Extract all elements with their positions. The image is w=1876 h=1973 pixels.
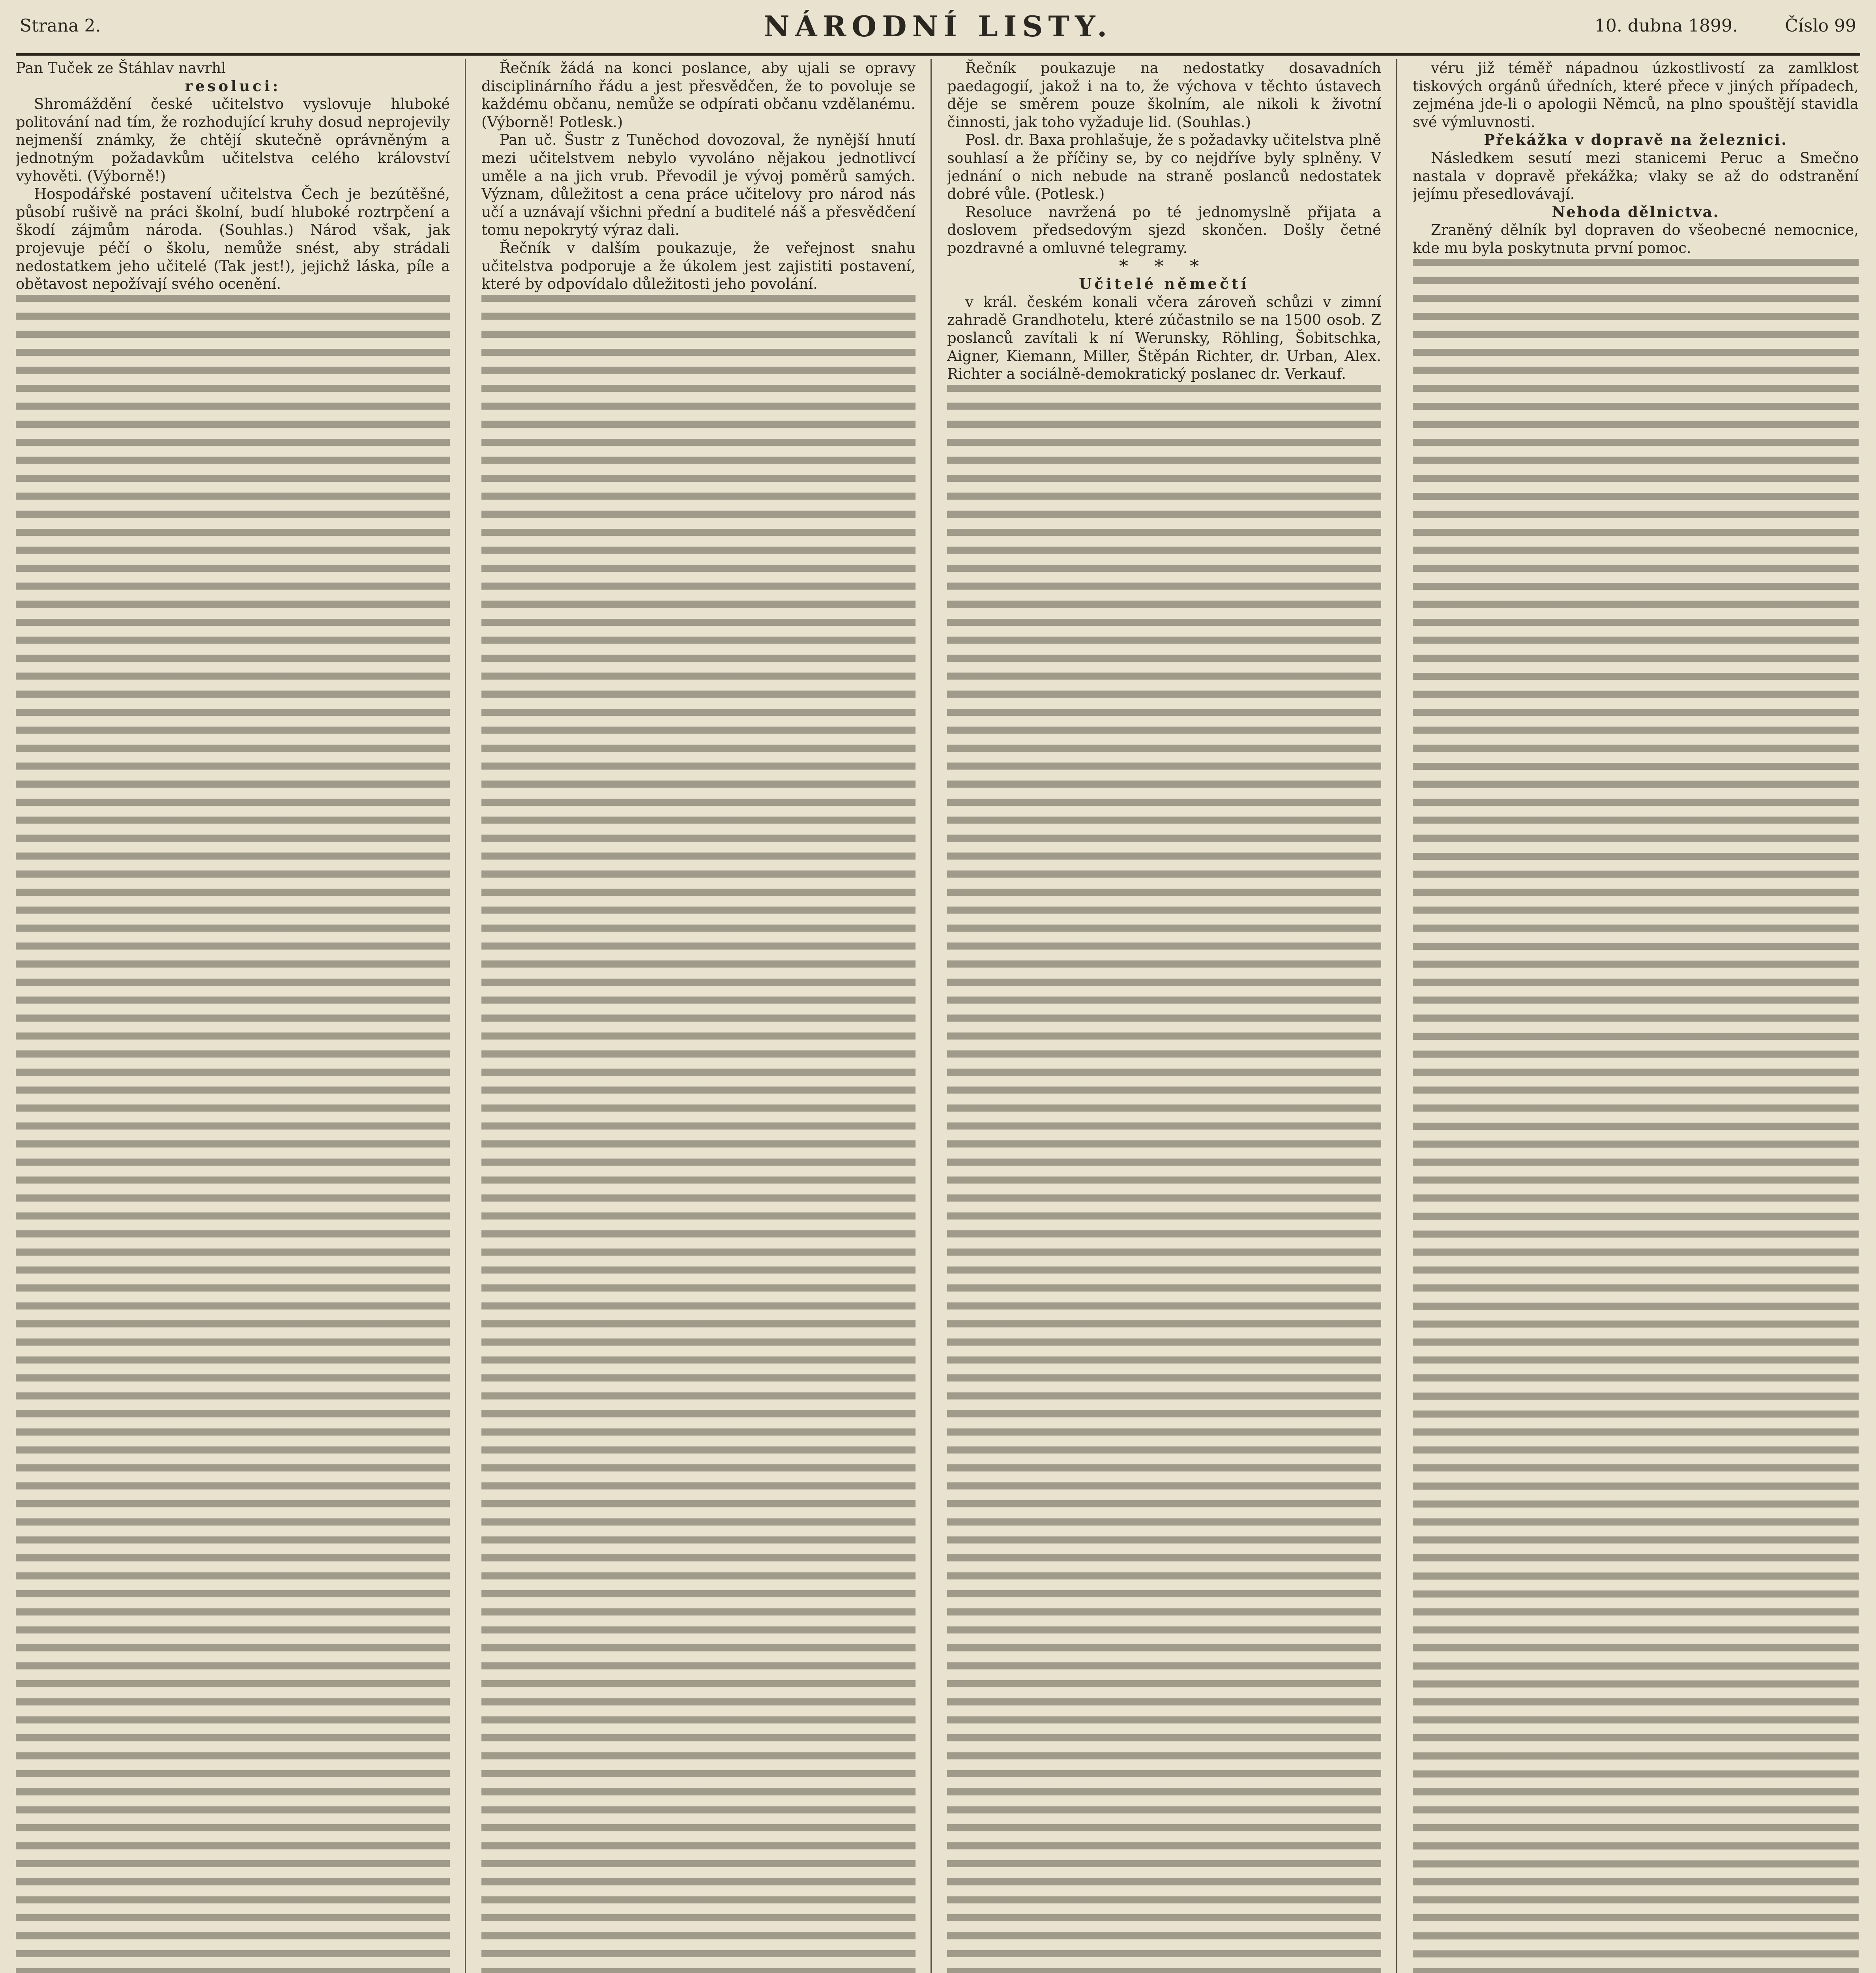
article-paragraph: Hospodářské postavení učitelstva Čech je bezútěšné, působí rušivě na práci školní, budí hluboké roztrpčení a škodí zájmům národa. (Souhlas.) Národ však, jak projevuje péčí o školu, nemůže snést, aby strádali nedostatkem jeho učitelé (Tak jest!), jejichž láska, píle a obětavost nepožívají svého ocenění.: [16, 185, 450, 293]
issue-number: Číslo 99: [1785, 16, 1856, 36]
article-paragraph: Řečník poukazuje na nedostatky dosavadních paedagogií, jakož i na to, že výchova v těchto ústavech děje se směrem pouze školním, ale nikoli k životní činnosti, jak toho vyžaduje lid. (Souhlas.): [947, 60, 1381, 131]
newspaper-title: NÁRODNÍ LISTY.: [763, 9, 1113, 43]
column-1: [16, 59, 450, 1973]
article-heading: Nehoda dělnictva.: [1552, 203, 1720, 221]
column-2: [481, 59, 916, 1973]
text-placeholder: [947, 385, 1381, 1973]
article-heading: resoluci:: [185, 77, 281, 95]
section-separator: * * *: [1119, 255, 1209, 277]
article-paragraph: Shromáždění české učitelstvo vyslovuje hluboké politování nad tím, že rozhodující kruhy dosud neprojevily nejmenší známky, že chtějí skutečně oprávněným a jednotným požadavkům učitelstva celého království vyhověti. (Výborně!): [16, 95, 450, 185]
article-paragraph: Zraněný dělník byl dopraven do všeobecné nemocnice, kde mu byla poskytnuta první pomoc.: [1413, 221, 1859, 256]
article-paragraph: Pan uč. Šustr z Tuněchod dovozoval, že nynější hnutí mezi učitelstvem nebylo vyvoláno nějakou jednotlivcí uměle a na jich vrub. Převodil je vývoj poměrů samých. Význam, důležitost a cena práce učitelovy pro národ nás učí a uznávají všichni přední a buditelé náš a přesvědčení tomu nepokrytý výraz dali.: [481, 131, 916, 239]
column-rule: [465, 59, 466, 1973]
article-paragraph: Řečník žádá na konci poslance, aby ujali se opravy disciplinárního řádu a jest přesvědčen, že to povoluje se každému občanu, nemůže se odpírati občanu vzdělanému. (Výborně! Potlesk.): [481, 60, 916, 131]
article-paragraph: Řečník v dalším poukazuje, že veřejnost snahu učitelstva podporuje a že úkolem jest zajistiti postavení, které by odpovídalo důležitosti jeho povolání.: [481, 239, 916, 293]
column-4: [1413, 59, 1859, 1973]
article-paragraph: Následkem sesutí mezi stanicemi Peruc a Smečno nastala v dopravě překážka; vlaky se až do odstranění jejímu přesedlovávají.: [1413, 149, 1859, 203]
column-3: [947, 59, 1381, 1973]
page-number: Strana 2.: [20, 16, 101, 36]
article-heading: Učitelé němečtí: [1079, 275, 1249, 293]
article-intro: Pan Tuček ze Štáhlav navrhl: [16, 60, 226, 77]
article-heading: Překážka v dopravě na železnici.: [1484, 131, 1788, 149]
text-placeholder: [1413, 259, 1859, 1973]
article-paragraph: v král. českém konali včera zároveň schůzi v zimní zahradě Grandhotelu, které zúčastnilo se na 1500 osob. Z poslanců zavítali k ní Werunsky, Röhling, Šobitschka, Aigner, Kiemann, Miller, Štěpán Richter, dr. Urban, Alex. Richter a sociálně-demokratický poslanec dr. Verkauf.: [947, 293, 1381, 383]
article-paragraph: Resoluce navržená po té jednomyslně přijata a doslovem předsedovým sjezd skončen. Došly četné pozdravné a omluvné telegramy.: [947, 203, 1381, 256]
issue-date: 10. dubna 1899.: [1594, 16, 1738, 36]
article-paragraph: véru již téměř nápadnou úzkostlivostí za zamlklost tiskových orgánů úředních, které přece v jiných případech, zejména jde-li o apologii Němců, na plno spouštějí stavidla své výmluvnosti.: [1413, 60, 1859, 131]
column-rule: [1396, 59, 1397, 1973]
text-placeholder: [16, 295, 450, 1973]
article-paragraph: Posl. dr. Baxa prohlašuje, že s požadavky učitelstva plně souhlasí a že příčiny se, by co nejdříve byly splněny. V jednání o nich nebude na straně poslanců nedostatek dobré vůle. (Potlesk.): [947, 131, 1381, 203]
column-rule: [931, 59, 932, 1973]
masthead: [16, 8, 1860, 56]
text-placeholder: [481, 295, 916, 1973]
